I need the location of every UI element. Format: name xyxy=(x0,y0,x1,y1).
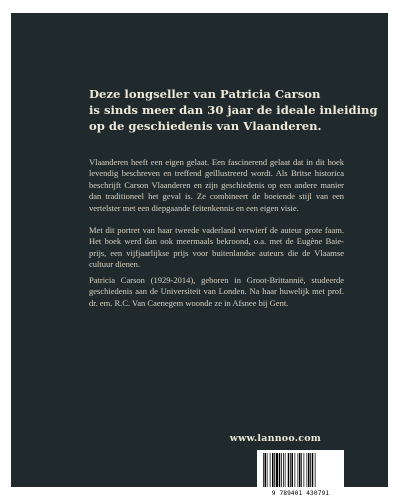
barcode-bar xyxy=(272,453,274,487)
barcode-bar xyxy=(274,453,275,487)
isbn-digits: 9 789401 430791 xyxy=(271,490,330,497)
barcode-bar xyxy=(285,453,286,487)
publisher-website: www.lannoo.com xyxy=(229,433,321,444)
barcode-bar xyxy=(288,453,290,487)
barcode-bar xyxy=(298,453,299,487)
barcode-bar xyxy=(307,453,308,487)
barcode-bar xyxy=(292,453,294,487)
tagline-line: is sinds meer dan 30 jaar de ideale inleiding xyxy=(89,103,378,117)
author-bio-paragraph: Patricia Carson (1929-2014), geboren in Groot-Brittannië, studeerde geschiedenis aan de Universiteit van Londen. Na haar huwelijk met prof. dr. em. R.C. Van Caenegem woonde ze in Afsnee bij Gent. xyxy=(89,275,344,308)
tagline-line: Deze longseller van Patricia Carson xyxy=(89,87,321,101)
barcode-bar xyxy=(265,453,267,487)
barcode-bar xyxy=(315,453,316,487)
barcode-bar xyxy=(304,453,305,487)
barcode-bar xyxy=(281,453,282,487)
barcode-bars xyxy=(262,453,339,487)
tagline xyxy=(89,86,378,134)
description-paragraph: Vlaanderen heeft een eigen gelaat. Een fascinerend gelaat dat in dit boek levendig beschreven en treffend geïllustreerd wordt. Als Britse historica beschrijft Carson Vlaanderen en zijn geschiedenis op een andere manier dan traditioneel het geval is. Ze combineert de boeiende stijl van een vertelster met een diepgaande feitenkennis en een eigen visie. xyxy=(89,157,344,213)
barcode-bar xyxy=(312,453,314,487)
barcode-bar xyxy=(276,453,278,487)
barcode-bar xyxy=(279,453,281,487)
barcode-bar xyxy=(263,453,264,487)
barcode-bar xyxy=(290,453,291,487)
barcode-bar xyxy=(283,453,284,487)
barcode-bar xyxy=(310,453,311,487)
isbn-barcode xyxy=(257,450,344,498)
barcode-bar xyxy=(267,453,268,487)
barcode-bar xyxy=(301,453,302,487)
book-back-cover xyxy=(11,13,388,497)
barcode-bar xyxy=(308,453,310,487)
tagline-line: op de geschiedenis van Vlaanderen. xyxy=(89,119,322,133)
barcode-bar xyxy=(295,453,296,487)
awards-paragraph: Met dit portret van haar tweede vaderland verwierf de auteur grote faam. Het boek werd dan ook meermaals bekroond, o.a. met de Eugène Baie-prijs, een vijfjaarlijkse prijs voor buitenlandse auteurs die de Vlaamse cultuur dienen. xyxy=(89,225,344,270)
barcode-bar xyxy=(299,453,301,487)
barcode-bar xyxy=(270,453,271,487)
